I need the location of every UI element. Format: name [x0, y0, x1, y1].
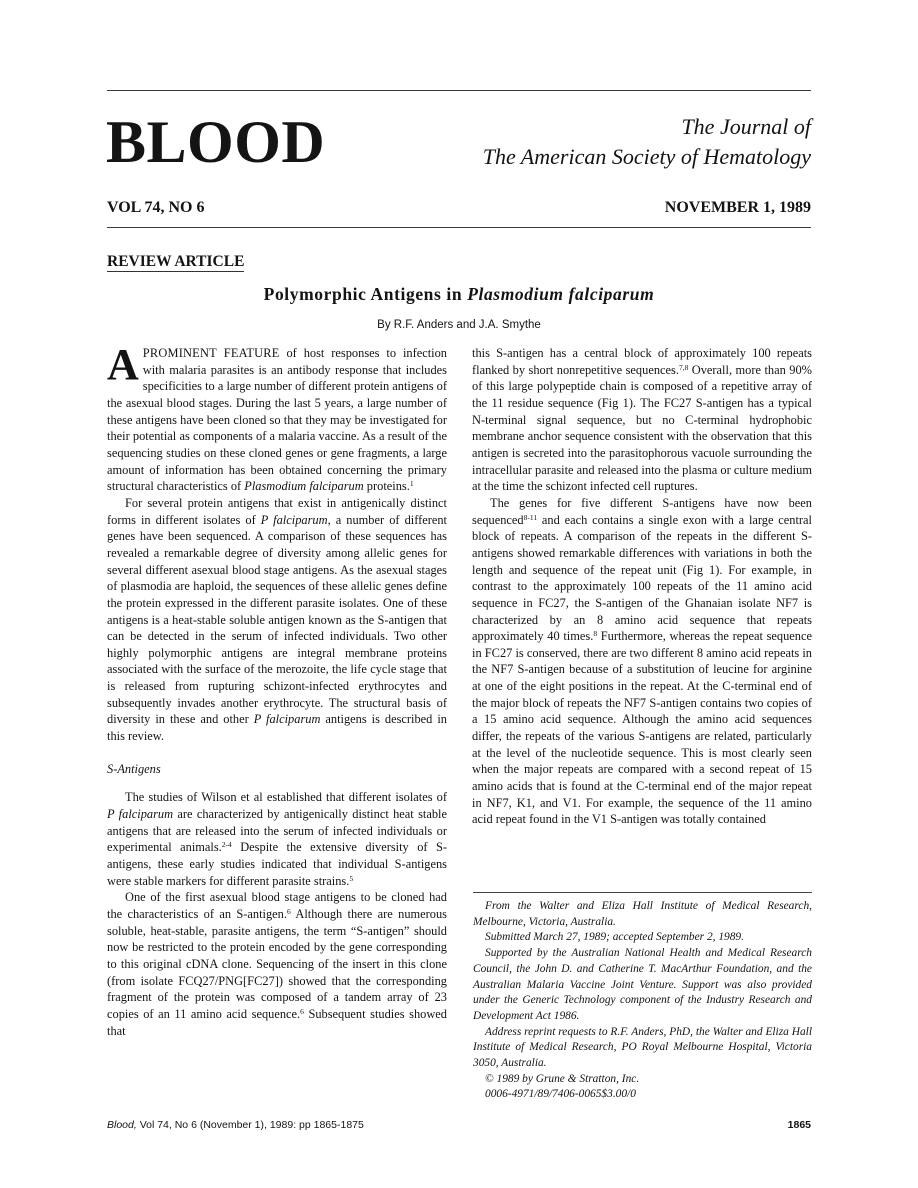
- citation-ref: 8-11: [523, 512, 538, 522]
- lead-in: PROMINENT FEATURE: [142, 346, 280, 360]
- citation-ref: 8: [593, 629, 598, 639]
- footnotes: [473, 899, 812, 1103]
- paragraph: [107, 789, 447, 889]
- citation-ref: 6: [300, 1006, 304, 1016]
- text-run: this S-antigen has a central block of approximately 100 repeats flanked by short nonrepetitive sequences.: [472, 346, 812, 377]
- volume-issue: VOL 74, NO 6: [107, 199, 205, 216]
- citation-ref: 6: [286, 907, 291, 916]
- body-column-right: [472, 345, 812, 828]
- text-run: For several protein antigens that exist in antigenically distinct forms in different isolates of: [107, 495, 447, 527]
- text-run: One of the first asexual blood stage antigens to be cloned had the characteristics of an S-antigen.: [107, 890, 447, 921]
- text-run: Despite the extensive diversity of S-antigens, these early studies indicated that individual S-antigens were stable markers for different parasite strains.: [107, 840, 447, 888]
- footnote-rule: [473, 892, 812, 893]
- text-run: , a number of different genes have been sequenced. A comparison of these sequences has revealed a remarkable degree of diversity among allelic genes for several different asexual blood stage antigens. As the asexual stages of plasmodia are haploid, the sequences of these allelic genes define the protein expressed in the different parasite isolates. One of these antigens is a heat-stable soluble antigen known as the S-antigen that can be detected in the serum of infected individuals. Two other highly polymorphic antigens are integral membrane proteins associated with the surface of the merozoite, the life cycle stage that is released from rupturing schizont-infected erythrocytes and subsequently invades another erythrocyte. The structural basis of diversity in these and other: [107, 512, 448, 727]
- text-run: are characterized by antigenically distinct heat stable antigens that are released into the serum of infected individuals or experimental animals.: [107, 807, 447, 855]
- footnote-reprints: Address reprint requests to R.F. Anders, PhD, the Walter and Eliza Hall Institute of Medical Research, PO Royal Melbourne Hospital, Victoria 3050, Australia.: [473, 1025, 812, 1070]
- article-title-italic: Plasmodium falciparum: [467, 284, 655, 304]
- footnote-submitted: Submitted March 27, 1989; accepted September 2, 1989.: [485, 931, 744, 944]
- footnote-issn: 0006-4971/89/7406-0065$3.00/0: [485, 1088, 636, 1101]
- page-number: 1865: [787, 1119, 811, 1131]
- article-title-plain: Polymorphic Antigens in: [263, 284, 468, 304]
- journal-subtitle: [483, 112, 811, 172]
- species-name: P falciparum: [260, 512, 328, 527]
- drop-cap: A: [107, 340, 139, 389]
- journal-subtitle-line2: The American Society of Hematology: [482, 144, 811, 169]
- text-run: Subsequent studies showed that: [107, 1006, 447, 1038]
- subheading-s-antigens: S-Antigens: [107, 761, 161, 776]
- footer-journal: Blood,: [107, 1119, 137, 1131]
- citation-ref: 2-4: [221, 840, 232, 850]
- journal-subtitle-line1: The Journal of: [681, 114, 811, 139]
- text-run: of host responses to infection with malaria parasites is an antibody response that includes specificities to a large number of different protein antigens of the asexual blood stages. During the last 5 years, a large number of these antigens have been cloned so that they may be investigated for their potential as components of a malaria vaccine. As a result of the sequencing studies on these cloned genes or gene fragments, a large amount of information has been obtained concerning the primary structural characteristics of: [107, 346, 447, 494]
- citation-ref: 5: [349, 873, 354, 883]
- species-name: P falciparum: [253, 712, 321, 727]
- masthead-bottom-rule: [107, 227, 811, 228]
- citation-ref: 7,8: [678, 362, 689, 372]
- text-run: Overall, more than 90% of this large polypeptide chain is composed of a repetitive array of the 11 residue sequence (Fig 1). The FC27 S-antigen has a typical N-terminal signal sequence, but no C-terminal hydrophobic membrane anchor sequence consistent with the observation that this antigen is secreted into the parasitophorous vacuole surrounding the intracellular parasite and released into the plasma or culture medium at the time the schizont infected cell ruptures.: [472, 362, 812, 494]
- journal-name: BLOOD: [106, 109, 326, 175]
- footer-citation-text: Vol 74, No 6 (November 1), 1989: pp 1865-1875: [136, 1119, 364, 1131]
- text-run: Furthermore, whereas the repeat sequence in FC27 is conserved, there are two different 8 amino acid repeats in the NF7 S-antigen because of a substitution of leucine for arginine at one of the eight positions in the repeat. At the C-terminal end of the major block of repeats the NF7 S-antigen contains two copies of a 15 amino acid sequence. Although the amino acid sequences differ, the repeats of the various S-antigens are related, particularly at the level of the nucleotide sequence. This is most clearly seen when the major repeats are compared with a second repeat of 15 amino acids that is found at the C-terminal end of the major repeat in NF7, K1, and V1. For example, the sequence of the 11 amino acid repeat found in the V1 S-antigen was totally contained: [472, 629, 812, 827]
- masthead-top-rule: [107, 90, 811, 91]
- paragraph: [107, 889, 447, 1039]
- issue-date: NOVEMBER 1, 1989: [664, 199, 811, 216]
- citation-ref: 1: [409, 479, 414, 489]
- species-name: Plasmodium falciparum: [244, 479, 364, 494]
- article-title: [0, 283, 918, 305]
- text-run: antigens is described in this review.: [107, 712, 447, 744]
- species-name: P falciparum: [107, 807, 174, 822]
- paragraph: [107, 495, 447, 745]
- body-column-left: [107, 340, 448, 1039]
- footnote-affiliation: From the Walter and Eliza Hall Institute of Medical Research, Melbourne, Victoria, Australia.: [473, 900, 812, 928]
- footer-citation: [107, 1119, 364, 1132]
- text-run: Although there are numerous soluble, heat-stable, parasite antigens, the term “S-antigen” should now be restricted to the protein encoded by the gene corresponding to this original cDNA clone. Sequencing of the insert in this clone (from isolate FCQ27/PNG[FC27]) showed that the corresponding fragment of the protein was composed of a tandem array of 23 copies of an 11 amino acid sequence.: [107, 907, 447, 1021]
- text-run: The studies of Wilson et al established that different isolates of: [125, 790, 447, 805]
- text-run: and each contains a single exon with a large central block of repeats. A comparison of the repeats in the different S-antigens showed remarkable differences with variations in both the length and sequence of the repeat unit (Fig 1). For example, in contrast to the approximately 100 repeats of the 11 amino acid sequence in FC27, the S-antigen of the Ghanaian isolate NF7 is characterized by an 8 amino acid sequence that repeats approximately 40 times.: [472, 512, 812, 644]
- text-run: proteins.: [363, 479, 410, 494]
- article-authors: By R.F. Anders and J.A. Smythe: [377, 319, 541, 331]
- text-run: The genes for five different S-antigens have now been sequenced: [472, 495, 812, 527]
- paragraph-intro: [107, 340, 447, 495]
- paragraph: [472, 495, 812, 828]
- footnote-support: Supported by the Australian National Health and Medical Research Council, the John D. and Catherine T. MacArthur Foundation, and the Australian Malaria Vaccine Joint Venture. Support was also provided under the Generic Technology component of the Industry Research and Development Act 1986.: [473, 947, 812, 1022]
- footnote-copyright: © 1989 by Grune & Stratton, Inc.: [485, 1072, 640, 1085]
- paragraph-continued: [472, 345, 812, 495]
- section-label: REVIEW ARTICLE: [107, 253, 245, 270]
